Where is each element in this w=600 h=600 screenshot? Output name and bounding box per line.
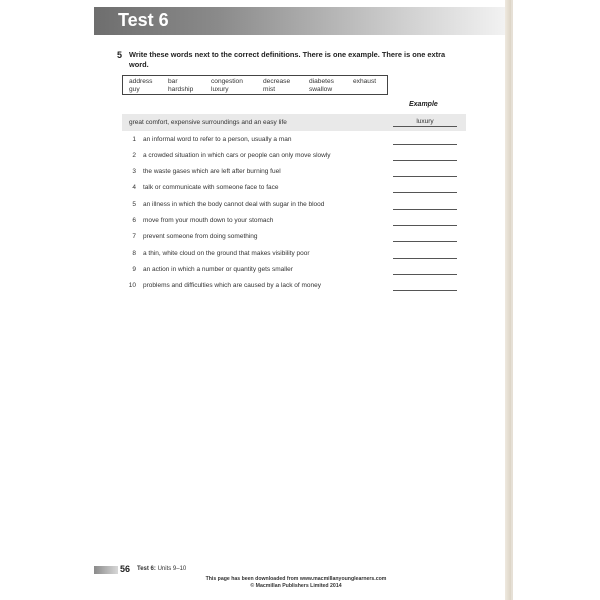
- word-box-item: exhaust: [353, 78, 377, 85]
- definition-item: [122, 182, 466, 194]
- definition-item: [122, 150, 466, 162]
- definition-item: [122, 134, 466, 146]
- item-number: 9: [132, 266, 136, 273]
- item-number: 1: [132, 136, 136, 143]
- item-definition: an illness in which the body cannot deal with sugar in the blood: [143, 201, 325, 208]
- definition-item: [122, 199, 466, 211]
- page-title: Test 6: [118, 10, 169, 30]
- item-definition: a thin, white cloud on the ground that makes visibility poor: [143, 250, 310, 257]
- word-box-item: swallow: [309, 86, 333, 93]
- item-definition: the waste gases which are left after burning fuel: [143, 168, 281, 175]
- word-box-item: decrease: [263, 78, 291, 85]
- footer-section-units: Units 9–10: [157, 566, 187, 572]
- answer-blank[interactable]: [393, 160, 457, 161]
- answer-blank[interactable]: [393, 241, 457, 242]
- answer-blank[interactable]: [393, 274, 457, 275]
- answer-blank[interactable]: [393, 192, 457, 193]
- footer-note: [180, 576, 412, 590]
- word-box-item: address: [129, 78, 153, 85]
- footer-bar: [94, 566, 118, 574]
- item-number: 5: [132, 201, 136, 208]
- item-definition: an action in which a number or quantity gets smaller: [143, 266, 293, 273]
- example-definition: great comfort, expensive surroundings and an easy life: [129, 119, 287, 126]
- item-definition: a crowded situation in which cars or people can only move slowly: [143, 152, 331, 159]
- word-box-item: hardship: [168, 86, 194, 93]
- item-definition: move from your mouth down to your stomach: [143, 217, 274, 224]
- word-box: [122, 75, 388, 95]
- word-box-item: luxury: [211, 86, 229, 93]
- definition-item: [122, 264, 466, 276]
- example-row: [122, 114, 466, 131]
- exercise-instruction: Write these words next to the correct definitions. There is one example. There is one extra word.: [129, 50, 446, 69]
- example-label: Example: [409, 101, 438, 108]
- item-number: 2: [132, 152, 136, 159]
- word-box-item: mist: [263, 86, 276, 93]
- footer-section-test: Test 6:: [137, 566, 156, 572]
- definition-item: [122, 231, 466, 243]
- item-definition: an informal word to refer to a person, usually a man: [143, 136, 292, 143]
- answer-blank[interactable]: [393, 209, 457, 210]
- item-number: 7: [132, 233, 136, 240]
- definition-item: [122, 215, 466, 227]
- definition-item: [122, 280, 466, 292]
- answer-blank[interactable]: [393, 176, 457, 177]
- answer-blank[interactable]: [393, 144, 457, 145]
- item-definition: problems and difficulties which are caused by a lack of money: [143, 282, 322, 289]
- answer-blank[interactable]: [393, 225, 457, 226]
- item-number: 3: [132, 168, 136, 175]
- footer-section: [137, 566, 186, 572]
- exercise-number: 5: [117, 50, 123, 60]
- definition-item: [122, 248, 466, 260]
- page-edge: [505, 0, 511, 600]
- item-number: 6: [132, 217, 136, 224]
- item-definition: talk or communicate with someone face to face: [143, 184, 279, 191]
- word-box-item: guy: [129, 86, 140, 93]
- answer-blank[interactable]: [393, 290, 457, 291]
- copyright: © Macmillan Publishers Limited 2014: [250, 583, 342, 589]
- word-box-item: diabetes: [309, 78, 334, 85]
- example-answer: luxury: [393, 118, 457, 127]
- item-definition: prevent someone from doing something: [143, 233, 258, 240]
- download-note: This page has been downloaded from www.macmillanyounglearners.com: [205, 576, 387, 582]
- item-number: 10: [128, 282, 136, 289]
- answer-blank[interactable]: [393, 258, 457, 259]
- item-number: 8: [132, 250, 136, 257]
- word-box-item: bar: [168, 78, 178, 85]
- item-number: 4: [132, 184, 136, 191]
- page-number: 56: [120, 564, 131, 574]
- definition-item: [122, 166, 466, 178]
- word-box-item: congestion: [211, 78, 243, 85]
